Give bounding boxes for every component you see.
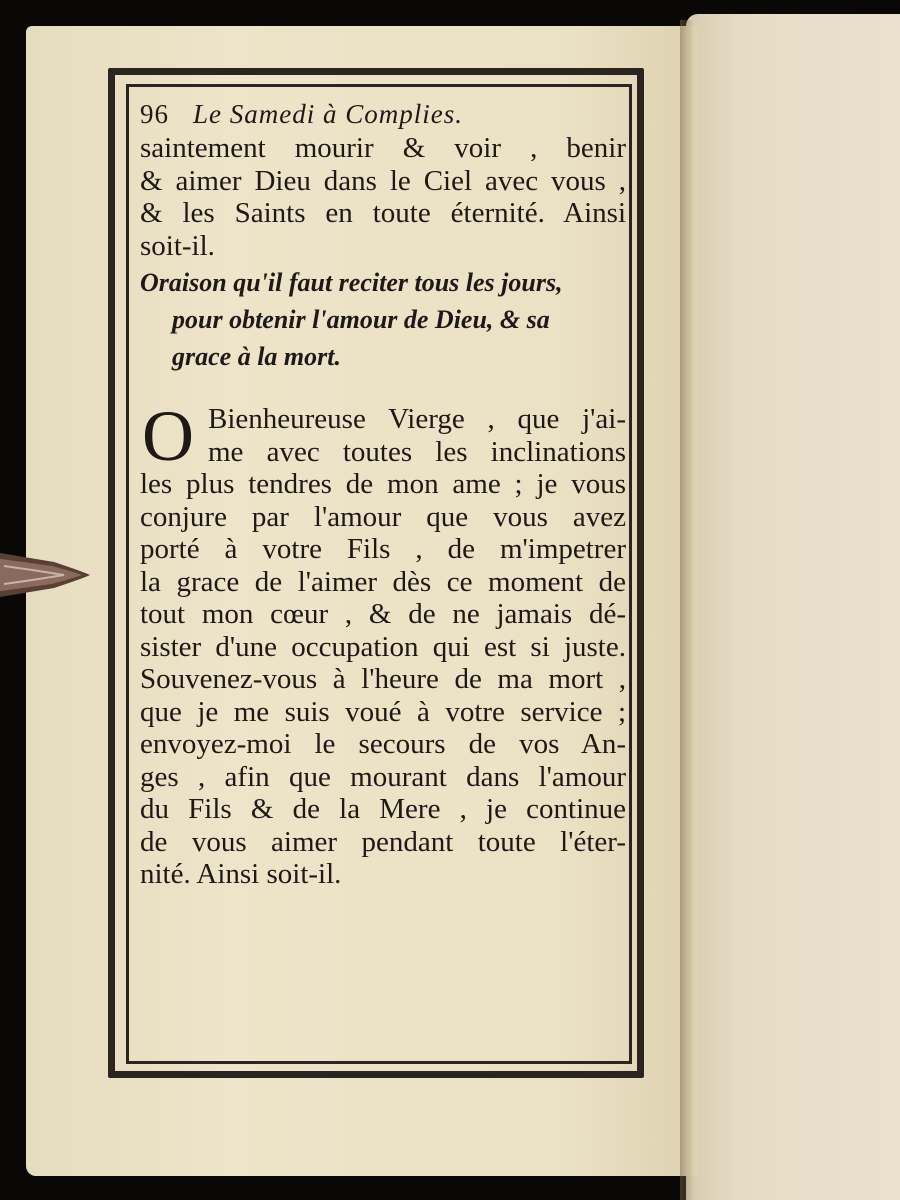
page-text [140, 96, 626, 891]
prayer-line: porté à votre Fils , de m'impetrer [140, 533, 626, 565]
running-title: Le Samedi à Complies. [193, 99, 463, 129]
page-gutter [680, 20, 694, 1200]
prayer-heading-line: grace à la mort. [172, 342, 341, 371]
prayer-line: sister d'une occupation qui est si juste. [140, 630, 626, 663]
drop-cap: O [142, 396, 194, 476]
text-line: saintement mourir & voir , benir [140, 132, 626, 164]
prayer-heading-line: pour obtenir l'amour de Dieu, & sa [172, 305, 550, 334]
prayer-line: ges , afin que mourant dans l'amour [140, 760, 626, 793]
running-head [140, 96, 626, 132]
text-line: & les Saints en toute éternité. Ainsi [140, 197, 626, 229]
prayer-line: du Fils & de la Mere , je continue [140, 793, 626, 825]
prayer-line: les plus tendres de mon ame ; je vous [140, 468, 626, 500]
prayer-line: tout mon cœur , & de ne jamais dé- [140, 598, 626, 630]
prayer-line: de vous aimer pendant toute l'éter- [140, 825, 626, 858]
text-line: soit-il. [140, 229, 215, 262]
prayer-line: que je me suis voué à votre service ; [140, 695, 626, 728]
facing-page [686, 14, 900, 1200]
prayer-heading-line: Oraison qu'il faut reciter tous les jours, [140, 268, 563, 297]
prayer-body [140, 396, 626, 891]
prayer-line: nité. Ainsi soit-il. [140, 858, 342, 890]
prayer-line: la grace de l'aimer dès ce moment de [140, 565, 626, 598]
prayer-line: envoyez-moi le secours de vos An- [140, 728, 626, 760]
prayer-line: Bienheureuse Vierge , que j'ai- [208, 403, 626, 435]
pen-nib-pointer-icon [0, 544, 92, 606]
prayer-line: Souvenez-vous à l'heure de ma mort , [140, 663, 626, 695]
prayer-line: me avec toutes les inclinations [208, 435, 626, 468]
page-number: 96 [140, 99, 169, 129]
text-line: & aimer Dieu dans le Ciel avec vous , [140, 164, 626, 197]
prayer-line: conjure par l'amour que vous avez [140, 500, 626, 533]
